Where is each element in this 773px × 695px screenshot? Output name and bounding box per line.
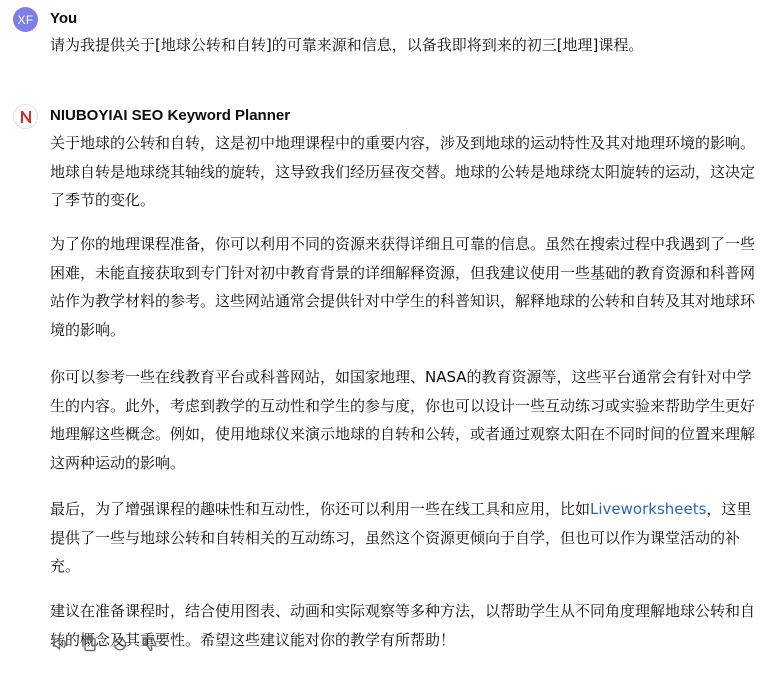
copy-button[interactable]: [80, 634, 100, 654]
message-action-bar: [50, 634, 160, 654]
speaker-icon: [51, 635, 69, 653]
paragraph-4-text-before: 最后，为了增强课程的趣味性和互动性，你还可以利用一些在线工具和应用，比如: [50, 500, 591, 518]
bot-logo-icon: [19, 110, 33, 124]
assistant-paragraph-4: [50, 495, 762, 581]
assistant-paragraph-1: 关于地球的公转和自转，这是初中地理课程中的重要内容，涉及到地球的运动特性及其对地理环境的影响。地球自转是地球绕其轴线的旋转，这导致我们经历昼夜交替。地球的公转是地球绕太阳旋转的运动，这决定了季节的变化。: [50, 134, 756, 209]
read-aloud-button[interactable]: [50, 634, 70, 654]
assistant-paragraph-2: 为了你的地理课程准备，你可以利用不同的资源来获得详细且可靠的信息。虽然在搜索过程中我遇到了一些困难，未能直接获取到专门针对初中教育背景的详细解释资源，但我建议使用一些基础的教育资源和科普网站作为教学材料的参考。这些网站通常会提供针对中学生的科普知识，解释地球的公转和自转及其对地球环境的影响。: [50, 235, 756, 339]
regenerate-button[interactable]: [110, 634, 130, 654]
user-author-name: You: [50, 10, 78, 27]
assistant-paragraph-3: 你可以参考一些在线教育平台或科普网站，如国家地理、NASA的教育资源等，这些平台通常会有针对中学生的内容。此外，考虑到教学的互动性和学生的参与度，你也可以设计一些互动练习或实验来帮助学生更好地理解这些概念。例如，使用地球仪来演示地球的自转和公转，或者通过观察太阳在不同时间的位置来理解这两种运动的影响。: [50, 368, 756, 472]
user-avatar: XF: [13, 7, 38, 32]
user-message: 请为我提供关于[地球公转和自转]的可靠来源和信息，以备我即将到来的初三[地理]课程。: [50, 36, 644, 54]
assistant-paragraph-5: 建议在准备课程时，结合使用图表、动画和实际观察等多种方法，以帮助学生从不同角度理解地球公转和自转的概念及其重要性。希望这些建议能对你的教学有所帮助！: [50, 602, 756, 649]
copy-icon: [81, 635, 99, 653]
bad-response-button[interactable]: [140, 634, 160, 654]
paragraph-4-text-after: ，这里提供了一些与地球公转和自转相关的互动练习，虽然这个资源更倾向于自学，但也可以作为课堂活动的补充。: [50, 500, 752, 575]
liveworksheets-link[interactable]: Liveworksheets: [590, 500, 707, 518]
thumbs-down-icon: [141, 635, 159, 653]
regenerate-icon: [111, 635, 129, 653]
assistant-avatar: [13, 104, 38, 129]
assistant-author-name: NIUBOYIAI SEO Keyword Planner: [50, 107, 291, 124]
